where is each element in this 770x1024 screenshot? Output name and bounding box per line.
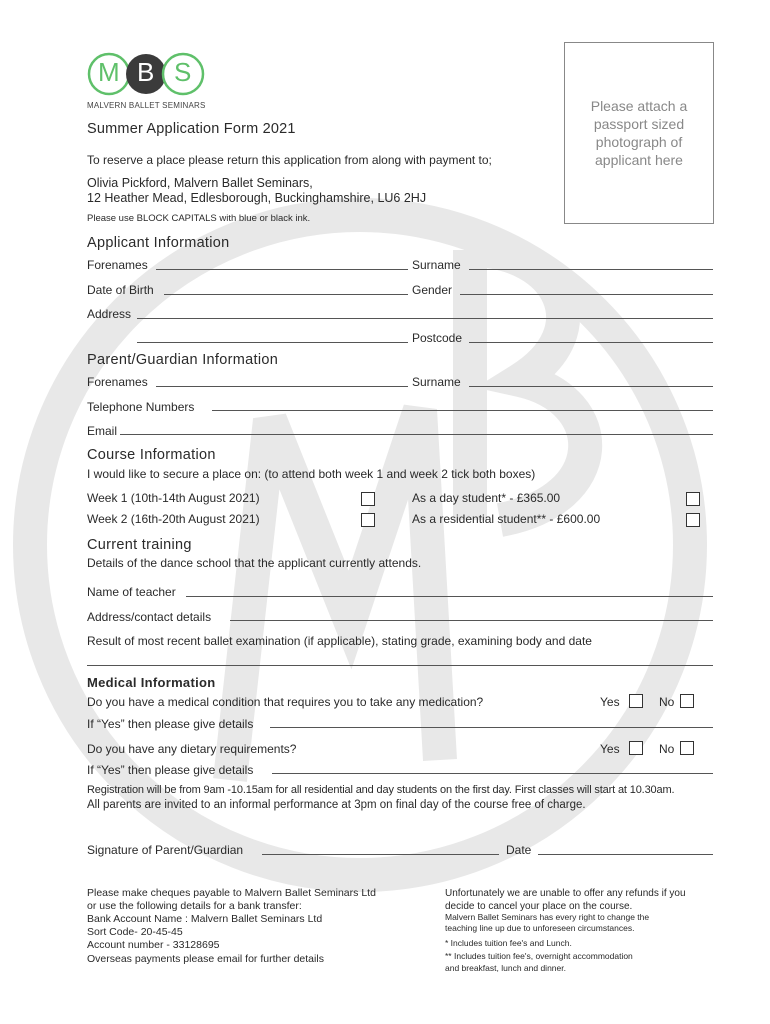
- course-instruction: I would like to secure a place on: (to attend both week 1 and week 2 tick both boxes): [87, 467, 536, 481]
- date-label: Date: [506, 843, 532, 857]
- week1-checkbox[interactable]: [361, 492, 375, 506]
- logo-letter-m: M: [98, 57, 120, 87]
- form-title: Summer Application Form 2021: [87, 121, 296, 137]
- applicant-postcode-field[interactable]: [469, 342, 713, 343]
- training-heading: Current training: [87, 537, 192, 553]
- parent-surname-label: Surname: [412, 375, 461, 389]
- course-week2-label: Week 2 (16th-20th August 2021): [87, 512, 260, 526]
- applicant-heading: Applicant Information: [87, 235, 230, 251]
- medical-q1-no-checkbox[interactable]: [680, 694, 694, 708]
- course-week1-label: Week 1 (10th-14th August 2021): [87, 491, 260, 505]
- logo: [86, 50, 211, 100]
- medical-q1-no-label: No: [659, 695, 675, 709]
- applicant-forenames-label: Forenames: [87, 258, 148, 272]
- medical-q1-yes-label: Yes: [600, 695, 620, 709]
- note-residential-2: and breakfast, lunch and dinner.: [445, 963, 566, 973]
- parent-phone-label: Telephone Numbers: [87, 400, 195, 414]
- medical-q1-followup: If “Yes” then please give details: [87, 717, 254, 731]
- refunds-line-4: teaching line up due to unforeseen circumstances.: [445, 923, 635, 933]
- applicant-surname-field[interactable]: [469, 269, 713, 270]
- medical-q1-yes-checkbox[interactable]: [629, 694, 643, 708]
- parent-surname-field[interactable]: [469, 386, 713, 387]
- photo-box: [564, 42, 714, 224]
- refunds-line-3: Malvern Ballet Seminars has every right to change the: [445, 912, 650, 922]
- medical-heading: Medical Information: [87, 675, 216, 690]
- intro-note: Please use BLOCK CAPITALS with blue or black ink.: [87, 213, 311, 224]
- applicant-surname-label: Surname: [412, 258, 461, 272]
- applicant-gender-label: Gender: [412, 283, 453, 297]
- date-field[interactable]: [538, 854, 713, 855]
- parent-forenames-label: Forenames: [87, 375, 148, 389]
- applicant-gender-field[interactable]: [460, 294, 713, 295]
- parent-forenames-field[interactable]: [156, 386, 408, 387]
- signature-field[interactable]: [262, 854, 499, 855]
- medical-q1-details-field[interactable]: [270, 727, 713, 728]
- medical-q2-yes-checkbox[interactable]: [629, 741, 643, 755]
- residential-checkbox[interactable]: [686, 513, 700, 527]
- teacher-field[interactable]: [186, 596, 713, 597]
- applicant-address-label: Address: [87, 307, 132, 321]
- medical-q2-details-field[interactable]: [272, 773, 713, 774]
- logo-letter-s: S: [174, 57, 192, 87]
- exam-field[interactable]: [87, 665, 713, 666]
- refunds-line-1: Unfortunately we are unable to offer any refunds if you: [445, 888, 686, 899]
- registration-line-1: Registration will be from 9am -10.15am for all residential and day students on the first day. First classes will start at 10.30am.: [87, 784, 675, 796]
- applicant-address-field-2[interactable]: [137, 342, 408, 343]
- payment-line-5: Account number - 33128695: [87, 939, 220, 951]
- medical-q2: Do you have any dietary requirements?: [87, 742, 297, 756]
- note-residential-1: ** Includes tuition fee's, overnight accommodation: [445, 951, 633, 961]
- medical-q2-followup: If “Yes” then please give details: [87, 763, 254, 777]
- photo-box-text: Please attach a passport sized photograph of applicant here: [590, 98, 688, 168]
- course-day-student-label: As a day student* - £365.00: [412, 491, 561, 505]
- medical-q1: Do you have a medical condition that requires you to take any medication?: [87, 695, 484, 709]
- course-residential-label: As a residential student** - £600.00: [412, 512, 601, 526]
- contact-field[interactable]: [230, 620, 713, 621]
- payment-line-1: Please make cheques payable to Malvern Ballet Seminars Ltd: [87, 887, 376, 899]
- medical-q2-yes-label: Yes: [600, 742, 620, 756]
- parent-email-label: Email: [87, 424, 118, 438]
- applicant-postcode-label: Postcode: [412, 331, 463, 345]
- week2-checkbox[interactable]: [361, 513, 375, 527]
- applicant-dob-label: Date of Birth: [87, 283, 154, 297]
- parent-phone-field[interactable]: [212, 410, 713, 411]
- course-heading: Course Information: [87, 447, 216, 463]
- logo-letter-b: B: [137, 57, 155, 87]
- medical-q2-no-label: No: [659, 742, 675, 756]
- payment-line-6: Overseas payments please email for further details: [87, 953, 324, 965]
- intro-address-1: Olivia Pickford, Malvern Ballet Seminars,: [87, 176, 313, 190]
- logo-org-name: MALVERN BALLET SEMINARS: [87, 101, 206, 110]
- payment-line-2: or use the following details for a bank transfer:: [87, 900, 302, 912]
- medical-q2-no-checkbox[interactable]: [680, 741, 694, 755]
- teacher-label: Name of teacher: [87, 585, 176, 599]
- parent-email-field[interactable]: [120, 434, 713, 435]
- signature-label: Signature of Parent/Guardian: [87, 843, 244, 857]
- note-lunch: * Includes tuition fee's and Lunch.: [445, 938, 572, 948]
- exam-label: Result of most recent ballet examination (if applicable), stating grade, examining body and date: [87, 634, 592, 648]
- intro-address-2: 12 Heather Mead, Edlesborough, Buckinghamshire, LU6 2HJ: [87, 191, 427, 205]
- training-detail: Details of the dance school that the applicant currently attends.: [87, 556, 422, 570]
- applicant-dob-field[interactable]: [164, 294, 408, 295]
- parent-heading: Parent/Guardian Information: [87, 352, 279, 368]
- refunds-line-2: decide to cancel your place on the course.: [445, 901, 633, 912]
- applicant-forenames-field[interactable]: [156, 269, 408, 270]
- applicant-address-field-1[interactable]: [137, 318, 713, 319]
- day-student-checkbox[interactable]: [686, 492, 700, 506]
- intro-text: To reserve a place please return this application from along with payment to;: [87, 153, 492, 167]
- payment-line-4: Sort Code- 20-45-45: [87, 926, 183, 938]
- payment-line-3: Bank Account Name : Malvern Ballet Seminars Ltd: [87, 913, 323, 925]
- registration-line-2: All parents are invited to an informal performance at 3pm on final day of the course free of charge.: [87, 799, 586, 811]
- contact-label: Address/contact details: [87, 610, 212, 624]
